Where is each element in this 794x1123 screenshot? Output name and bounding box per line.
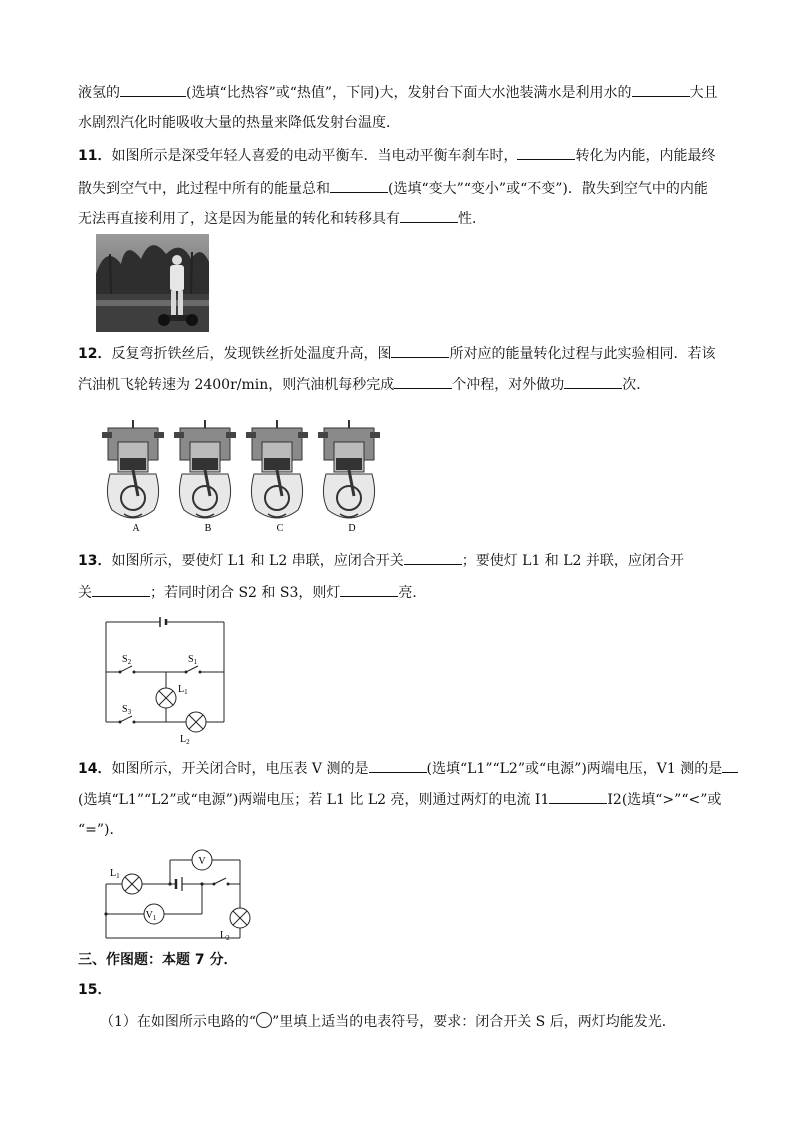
section-heading: 三、作图题：本题 7 分． xyxy=(78,952,238,968)
label-s2: $S_2$ xyxy=(122,654,132,666)
answer-blank[interactable] xyxy=(391,343,449,358)
engine-strokes-figure xyxy=(100,418,390,538)
answer-blank[interactable] xyxy=(369,758,427,773)
answer-blank[interactable] xyxy=(120,82,186,97)
circuit-diagram-q14 xyxy=(98,848,258,943)
question-12: 12．反复弯折铁丝后，发现铁丝折处温度升高，图 所对应的能量转化过程与此实验相同．若该 xyxy=(78,343,715,364)
text-line: (选填“L1”“L2”或“电源”)两端电压；若 L1 比 L2 亮，则通过两灯的电流 I1 I2(选填“>”“<”或 xyxy=(78,789,721,810)
answer-blank[interactable] xyxy=(404,550,462,565)
answer-blank[interactable] xyxy=(549,789,607,804)
text-line: 关 ；若同时闭合 S2 和 S3，则灯 亮． xyxy=(78,582,426,603)
answer-blank[interactable] xyxy=(400,208,458,223)
text-line: 无法再直接利用了，这是因为能量的转化和转移具有 性． xyxy=(78,208,486,229)
question-13: 13．如图所示，要使灯 L1 和 L2 串联，应闭合开关 ；要使灯 L1 和 L2 并联，应闭合开 xyxy=(78,550,684,571)
engine-label-c: C xyxy=(276,523,284,534)
voltmeter-v-label: V xyxy=(198,856,206,867)
answer-blank[interactable] xyxy=(517,145,575,160)
text-line: 水剧烈汽化时能吸收大量的热量来降低发射台温度． xyxy=(78,115,400,131)
circuit-diagram-q13 xyxy=(98,614,230,746)
answer-blank[interactable] xyxy=(394,374,452,389)
label-l2: $L_2$ xyxy=(180,734,190,746)
label-s1: $S_1$ xyxy=(188,654,198,666)
engine-diagram-a xyxy=(102,420,164,518)
balance-scooter-photo xyxy=(96,234,209,332)
question-11: 11．如图所示是深受年轻人喜爱的电动平衡车．当电动平衡车刹车时， 转化为内能，内能最终 xyxy=(78,145,715,166)
answer-blank[interactable] xyxy=(92,582,150,597)
question-14: 14．如图所示，开关闭合时，电压表 V 测的是 (选填“L1”“L2”或“电源”)两端电压，V1 测的是 xyxy=(78,758,738,779)
label-s3: $S_3$ xyxy=(122,704,132,716)
text-line: 液氢的 (选填“比热容”或“热值”，下同)大，发射台下面大水池装满水是利用水的 大且 xyxy=(78,82,718,103)
label-l1: $L_1$ xyxy=(110,868,120,880)
engine-label-b: B xyxy=(204,523,212,534)
text-line: 散失到空气中，此过程中所有的能量总和 (选填“变大”“变小”或“不变”)．散失到空气中的内能 xyxy=(78,178,708,199)
circle-symbol-icon xyxy=(256,1012,272,1028)
label-l2: $L_2$ xyxy=(220,930,230,942)
question-15: 15． xyxy=(78,982,112,998)
voltmeter-v1-label: $V_1$ xyxy=(145,910,157,922)
answer-blank[interactable] xyxy=(330,178,388,193)
answer-blank[interactable] xyxy=(564,374,622,389)
engine-label-a: A xyxy=(132,523,140,534)
text-line: “=”)． xyxy=(78,822,124,838)
question-15-part-1: （1）在如图所示电路的“ ”里填上适当的电表符号，要求：闭合开关 S 后，两灯均能发光． xyxy=(100,1014,676,1030)
answer-blank[interactable] xyxy=(722,758,738,773)
answer-blank[interactable] xyxy=(632,82,690,97)
label-l1: $L_1$ xyxy=(178,684,188,696)
answer-blank[interactable] xyxy=(340,582,398,597)
engine-label-d: D xyxy=(348,523,356,534)
text-line: 汽油机飞轮转速为 2400r/min，则汽油机每秒完成 个冲程，对外做功 次． xyxy=(78,374,650,395)
